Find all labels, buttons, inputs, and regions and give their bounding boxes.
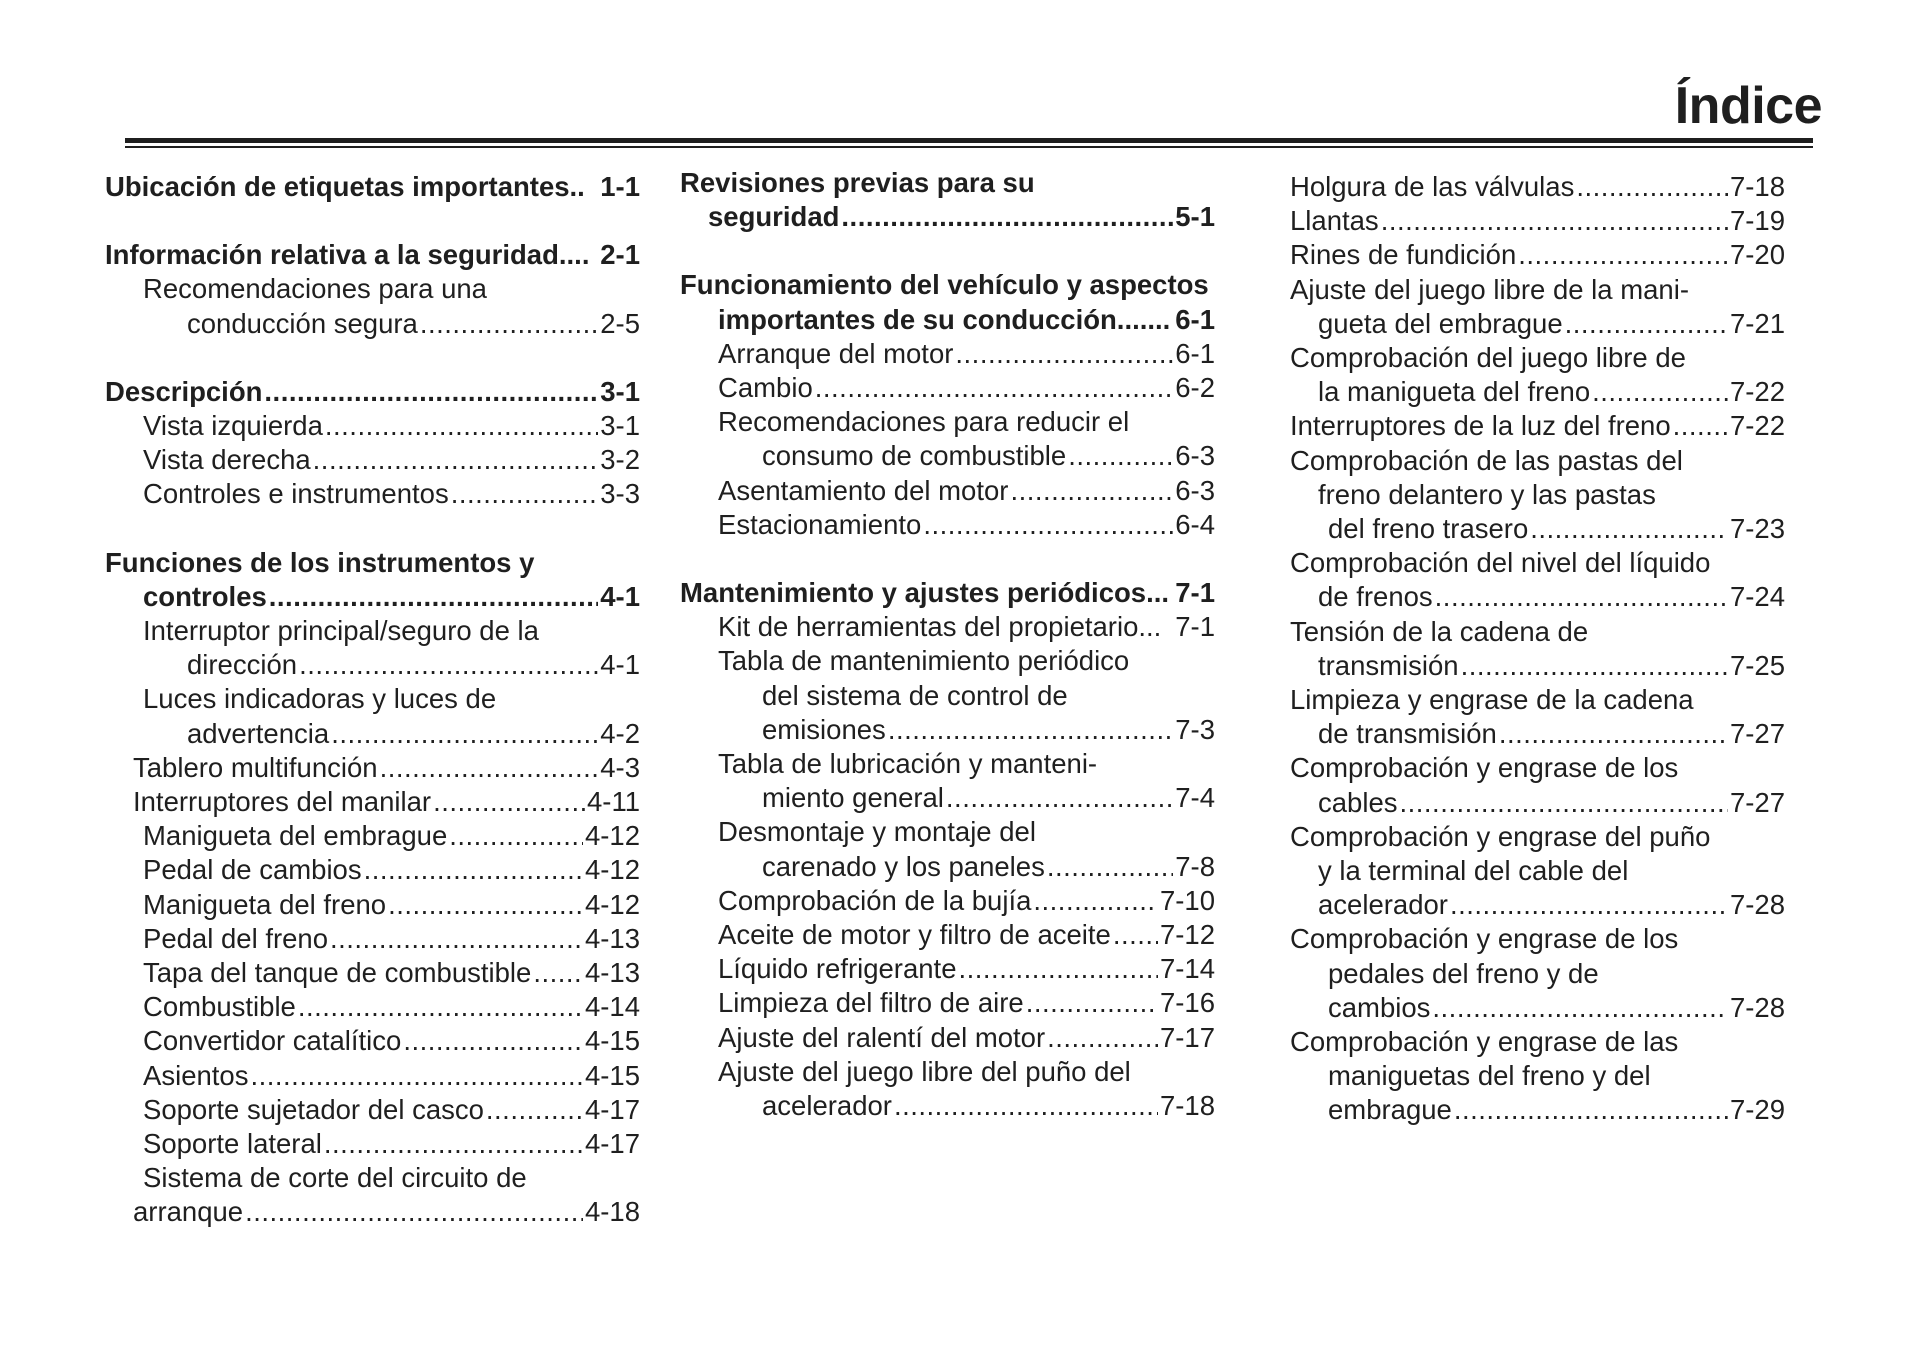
toc-entry-page: 6-1	[1175, 303, 1215, 335]
toc-entry-title: transmisión	[1318, 649, 1459, 681]
toc-group	[680, 576, 1215, 1123]
toc-entry	[105, 1024, 640, 1058]
toc-entry	[105, 238, 640, 272]
dot-leader	[380, 751, 599, 785]
toc-column-3	[1290, 170, 1785, 1162]
toc-entry-title: Llantas	[1290, 205, 1379, 237]
toc-entry	[1290, 409, 1785, 443]
toc-entry-page: 1-1	[600, 171, 640, 202]
toc-entry	[1290, 1093, 1785, 1127]
toc-entry	[1290, 786, 1785, 820]
toc-entry-title: consumo de combustible	[762, 440, 1067, 472]
dot-leader	[269, 580, 598, 614]
toc-entry-title: Desmontaje y montaje del	[718, 816, 1036, 848]
toc-entry	[1290, 888, 1785, 922]
dot-leader	[1454, 1093, 1728, 1127]
dot-leader	[1047, 1021, 1158, 1055]
toc-entry	[1290, 580, 1785, 614]
toc-entry	[105, 819, 640, 853]
toc-entry-title: Información relativa a la seguridad....	[105, 239, 590, 271]
toc-entry-page: 4-3	[600, 751, 640, 783]
dot-leader	[486, 1093, 583, 1127]
toc-entry	[680, 952, 1215, 986]
toc-entry-title: Interruptores del manilar	[133, 786, 432, 818]
dot-leader	[894, 1089, 1158, 1123]
toc-entry-title: Controles e instrumentos	[143, 478, 449, 510]
toc-entry-page: 4-1	[600, 580, 640, 612]
toc-entry	[680, 337, 1215, 371]
toc-entry-page: 3-1	[600, 410, 640, 442]
dot-leader	[1435, 580, 1728, 614]
toc-entry-page: 7-12	[1159, 919, 1215, 951]
dot-leader	[1592, 375, 1728, 409]
toc-entry-page: 7-19	[1729, 205, 1785, 237]
dot-leader	[533, 956, 583, 990]
toc-entry	[680, 679, 1215, 713]
page-title: Índice	[1674, 77, 1822, 135]
toc-entry-title: Recomendaciones para reducir el	[718, 406, 1130, 438]
toc-entry-title: y la terminal del cable del	[1318, 855, 1629, 887]
toc-entry	[105, 307, 640, 341]
dot-leader	[1010, 474, 1173, 508]
toc-entry	[1290, 1025, 1785, 1059]
toc-entry-title: Revisiones previas para su	[680, 167, 1035, 198]
dot-leader	[449, 819, 583, 853]
toc-entry-title: Limpieza del filtro de aire	[718, 987, 1024, 1019]
toc-entry-page: 7-24	[1729, 581, 1785, 613]
toc-entry-title: Comprobación y engrase del puño	[1290, 820, 1711, 852]
toc-entry-title: importantes de su conducción.......	[718, 303, 1171, 335]
dot-leader	[1381, 204, 1728, 238]
toc-entry	[680, 268, 1215, 302]
toc-entry-page: 7-28	[1729, 991, 1785, 1023]
dot-leader	[1047, 850, 1173, 884]
toc-entry	[1290, 854, 1785, 888]
toc-entry-title: Comprobación y engrase de las	[1290, 1026, 1679, 1058]
toc-entry-title: Soporte sujetador del casco	[143, 1093, 484, 1125]
toc-entry-title: Descripción	[105, 375, 263, 407]
dot-leader	[403, 1024, 583, 1058]
toc-entry	[1290, 512, 1785, 546]
toc-entry-title: Sistema de corte del circuito de	[143, 1162, 527, 1194]
dot-leader	[1400, 786, 1728, 820]
toc-entry-title: Convertidor catalítico	[143, 1025, 402, 1057]
dot-leader	[946, 781, 1173, 815]
toc-entry	[1290, 615, 1785, 649]
toc-entry-page: 6-3	[1175, 440, 1215, 472]
toc-entry-title: Pedal del freno	[143, 922, 328, 954]
toc-entry-page: 6-3	[1175, 474, 1215, 506]
toc-entry	[680, 986, 1215, 1020]
dot-leader	[324, 1127, 583, 1161]
toc-entry-page: 4-18	[584, 1196, 640, 1228]
header-rule-thin	[125, 146, 1813, 148]
toc-entry-title: Comprobación y engrase de los	[1290, 752, 1679, 784]
toc-group	[105, 546, 640, 1230]
toc-entry	[1290, 238, 1785, 272]
toc-entry-title: Soporte lateral	[143, 1128, 322, 1160]
toc-column-1	[105, 170, 640, 1264]
toc-group	[680, 268, 1215, 542]
toc-entry	[1290, 478, 1785, 512]
toc-entry	[1290, 922, 1785, 956]
toc-entry	[105, 648, 640, 682]
dot-leader	[1576, 170, 1728, 204]
dot-leader	[1565, 307, 1728, 341]
toc-group	[105, 375, 640, 512]
toc-entry-title: Combustible	[143, 991, 296, 1023]
toc-entry	[680, 713, 1215, 747]
toc-entry-page: 7-14	[1159, 953, 1215, 985]
toc-entry	[1290, 273, 1785, 307]
dot-leader	[1068, 439, 1173, 473]
toc-entry-title: emisiones	[762, 713, 886, 745]
toc-entry	[680, 1021, 1215, 1055]
toc-entry-page: 7-22	[1729, 410, 1785, 442]
toc-entry-page: 6-4	[1175, 508, 1215, 540]
toc-entry-title: advertencia	[187, 717, 330, 749]
toc-entry	[105, 853, 640, 887]
toc-entry-page: 4-14	[584, 991, 640, 1023]
toc-entry-title: Manigueta del freno	[143, 888, 387, 920]
toc-entry-page: 7-1	[1175, 577, 1215, 609]
toc-entry-title: Estacionamiento	[718, 508, 922, 540]
dot-leader	[299, 648, 598, 682]
toc-entry	[105, 1127, 640, 1161]
header-rule-thick	[125, 138, 1813, 143]
toc-entry-page: 3-3	[600, 478, 640, 510]
toc-entry-page: 4-1	[600, 649, 640, 681]
toc-entry	[680, 918, 1215, 952]
toc-entry-title: Aceite de motor y filtro de aceite	[718, 919, 1111, 951]
toc-entry	[1290, 683, 1785, 717]
dot-leader	[331, 717, 598, 751]
toc-entry-title: seguridad	[708, 201, 840, 233]
toc-entry-page: 4-15	[584, 1025, 640, 1057]
toc-entry-page: 2-1	[600, 239, 640, 271]
toc-entry-title: Limpieza y engrase de la cadena	[1290, 684, 1694, 716]
toc-entry-page: 4-2	[600, 717, 640, 749]
toc-entry-title: Pedal de cambios	[143, 854, 362, 886]
toc-entry	[680, 303, 1215, 337]
toc-entry-title: Holgura de las válvulas	[1290, 171, 1575, 202]
toc-entry	[1290, 1059, 1785, 1093]
dot-leader	[1530, 512, 1728, 546]
toc-entry-title: Ajuste del juego libre de la mani-	[1290, 273, 1689, 305]
toc-entry-page: 7-28	[1729, 889, 1785, 921]
toc-entry-title: miento general	[762, 782, 944, 814]
toc-entry-title: arranque	[133, 1196, 244, 1228]
toc-entry-title: cables	[1318, 786, 1398, 818]
toc-entry-title: acelerador	[762, 1090, 892, 1122]
dot-leader	[1026, 986, 1158, 1020]
dot-leader	[1033, 884, 1158, 918]
toc-entry-title: la manigueta del freno	[1318, 376, 1591, 408]
toc-entry	[680, 781, 1215, 815]
toc-entry-title: conducción segura	[187, 307, 418, 339]
dot-leader	[325, 409, 598, 443]
toc-entry-page: 4-12	[584, 854, 640, 886]
toc-entry	[105, 614, 640, 648]
toc-entry	[105, 1161, 640, 1195]
toc-entry-page: 7-16	[1159, 987, 1215, 1019]
toc-entry-page: 4-15	[584, 1059, 640, 1091]
toc-entry-title: Kit de herramientas del propietario...	[718, 611, 1162, 643]
dot-leader	[264, 375, 598, 409]
toc-entry-title: Asentamiento del motor	[718, 474, 1009, 506]
toc-entry-title: de transmisión	[1318, 718, 1497, 750]
toc-entry-page: 4-13	[584, 922, 640, 954]
toc-group	[105, 238, 640, 341]
toc-entry	[1290, 957, 1785, 991]
toc-entry-page: 7-18	[1159, 1090, 1215, 1122]
dot-leader	[250, 1059, 582, 1093]
toc-entry	[1290, 649, 1785, 683]
toc-entry	[680, 166, 1215, 200]
toc-entry-title: Comprobación y engrase de los	[1290, 923, 1679, 955]
dot-leader	[298, 990, 583, 1024]
dot-leader	[420, 307, 598, 341]
toc-entry-page: 7-27	[1729, 718, 1785, 750]
toc-entry	[1290, 717, 1785, 751]
toc-entry	[1290, 307, 1785, 341]
toc-entry-title: dirección	[187, 649, 298, 681]
toc-entry-title: Funcionamiento del vehículo y aspectos	[680, 269, 1209, 301]
toc-entry-page: 7-25	[1729, 649, 1785, 681]
toc-entry	[680, 1055, 1215, 1089]
toc-entry-title: Funciones de los instrumentos y	[105, 546, 535, 578]
toc-entry-title: Ajuste del juego libre del puño del	[718, 1055, 1131, 1087]
toc-entry	[680, 405, 1215, 439]
toc-entry-page: 7-18	[1729, 171, 1785, 202]
toc-entry	[105, 375, 640, 409]
toc-entry-page: 6-2	[1175, 372, 1215, 404]
toc-entry	[105, 682, 640, 716]
toc-entry-page: 7-20	[1729, 239, 1785, 271]
toc-entry	[105, 272, 640, 306]
toc-entry-title: cambios	[1328, 991, 1431, 1023]
toc-entry-title: acelerador	[1318, 889, 1448, 921]
toc-entry	[1290, 751, 1785, 785]
toc-entry	[680, 850, 1215, 884]
toc-entry-page: 7-27	[1729, 786, 1785, 818]
dot-leader	[923, 508, 1173, 542]
toc-entry-title: gueta del embrague	[1318, 307, 1563, 339]
toc-entry	[680, 200, 1215, 234]
dot-leader	[313, 443, 599, 477]
toc-entry-title: Asientos	[143, 1059, 249, 1091]
toc-entry	[1290, 375, 1785, 409]
toc-entry	[680, 576, 1215, 610]
toc-entry-title: Comprobación del juego libre de	[1290, 342, 1686, 374]
dot-leader	[245, 1195, 583, 1229]
toc-entry-title: carenado y los paneles	[762, 850, 1045, 882]
toc-entry-title: Rines de fundición	[1290, 239, 1517, 271]
dot-leader	[1113, 918, 1158, 952]
toc-entry-title: Tapa del tanque de combustible	[143, 957, 532, 989]
toc-entry	[105, 1093, 640, 1127]
toc-entry-page: 4-17	[584, 1093, 640, 1125]
dot-leader	[1518, 238, 1728, 272]
toc-entry-title: pedales del freno y de	[1328, 957, 1599, 989]
toc-group	[680, 166, 1215, 234]
toc-entry	[680, 815, 1215, 849]
toc-entry-title: del sistema de control de	[762, 679, 1068, 711]
toc-entry	[105, 785, 640, 819]
toc-entry	[105, 546, 640, 580]
toc-entry-page: 7-22	[1729, 376, 1785, 408]
dot-leader	[1673, 409, 1728, 443]
toc-entry-title: Mantenimiento y ajustes periódicos...	[680, 577, 1169, 609]
toc-entry	[1290, 546, 1785, 580]
dot-leader	[451, 477, 599, 511]
toc-entry-title: Vista izquierda	[143, 410, 323, 442]
toc-entry-title: Arranque del motor	[718, 337, 954, 369]
toc-entry-title: del freno trasero	[1328, 513, 1529, 545]
toc-entry	[680, 508, 1215, 542]
toc-entry-title: Tablero multifunción	[133, 751, 378, 783]
toc-entry	[105, 1195, 640, 1229]
toc-entry	[1290, 991, 1785, 1025]
toc-entry-title: Vista derecha	[143, 444, 311, 476]
dot-leader	[330, 922, 583, 956]
toc-entry	[105, 443, 640, 477]
toc-entry-title: controles	[143, 580, 267, 612]
toc-entry	[680, 884, 1215, 918]
toc-entry-title: maniguetas del freno y del	[1328, 1060, 1651, 1092]
toc-entry	[1290, 820, 1785, 854]
toc-entry-title: Comprobación del nivel del líquido	[1290, 547, 1711, 579]
toc-entry	[105, 956, 640, 990]
toc-entry	[680, 439, 1215, 473]
dot-leader	[1450, 888, 1728, 922]
toc-entry-page: 5-1	[1175, 201, 1215, 233]
toc-entry-page: 4-17	[584, 1128, 640, 1160]
toc-entry-page: 3-1	[600, 375, 640, 407]
dot-leader	[364, 853, 583, 887]
toc-entry	[105, 580, 640, 614]
toc-entry	[680, 747, 1215, 781]
toc-entry-title: Ajuste del ralentí del motor	[718, 1021, 1046, 1053]
toc-entry	[1290, 204, 1785, 238]
dot-leader	[433, 785, 585, 819]
toc-entry	[105, 990, 640, 1024]
toc-group	[105, 170, 640, 204]
toc-entry	[680, 1089, 1215, 1123]
toc-entry-title: Cambio	[718, 372, 813, 404]
toc-entry-title: Líquido refrigerante	[718, 953, 957, 985]
toc-entry-page: 7-3	[1175, 713, 1215, 745]
dot-leader	[959, 952, 1158, 986]
dot-leader	[1461, 649, 1728, 683]
toc-entry	[105, 751, 640, 785]
toc-entry	[680, 474, 1215, 508]
toc-entry-page: 6-1	[1175, 337, 1215, 369]
toc-entry	[680, 371, 1215, 405]
toc-entry-page: 7-4	[1175, 782, 1215, 814]
toc-entry-title: Comprobación de las pastas del	[1290, 444, 1683, 476]
toc-entry-page: 4-11	[587, 786, 640, 818]
toc-entry-title: Interruptor principal/seguro de la	[143, 615, 539, 647]
toc-entry-page: 7-21	[1729, 307, 1785, 339]
toc-entry-page: 7-17	[1159, 1021, 1215, 1053]
toc-entry-title: Tabla de lubricación y manteni-	[718, 748, 1098, 780]
toc-entry-title: Tabla de mantenimiento periódico	[718, 645, 1130, 677]
dot-leader	[955, 337, 1173, 371]
dot-leader	[1499, 717, 1728, 751]
toc-group	[1290, 170, 1785, 1128]
toc-entry-page: 4-13	[584, 957, 640, 989]
toc-entry	[105, 477, 640, 511]
toc-entry-title: freno delantero y las pastas	[1318, 478, 1656, 510]
toc-entry	[105, 1059, 640, 1093]
toc-entry-title: Recomendaciones para una	[143, 273, 487, 305]
toc-entry-title: embrague	[1328, 1094, 1452, 1126]
dot-leader	[388, 888, 583, 922]
toc-entry	[1290, 444, 1785, 478]
toc-entry-page: 4-12	[584, 820, 640, 852]
dot-leader	[815, 371, 1173, 405]
dot-leader	[888, 713, 1173, 747]
toc-entry-title: Luces indicadoras y luces de	[143, 683, 497, 715]
toc-entry	[105, 922, 640, 956]
toc-entry-title: Ubicación de etiquetas importantes..	[105, 171, 585, 202]
toc-entry-title: Interruptores de la luz del freno	[1290, 410, 1671, 442]
toc-entry-page: 3-2	[600, 444, 640, 476]
toc-entry	[105, 717, 640, 751]
toc-entry-page: 7-10	[1159, 884, 1215, 916]
toc-entry	[105, 888, 640, 922]
toc-entry-page: 7-1	[1175, 611, 1215, 643]
toc-entry-page: 7-29	[1729, 1094, 1785, 1126]
toc-column-2	[680, 166, 1215, 1157]
toc-entry-page: 7-8	[1175, 850, 1215, 882]
dot-leader	[841, 200, 1173, 234]
toc-entry-page: 7-23	[1729, 513, 1785, 545]
toc-entry-title: Tensión de la cadena de	[1290, 615, 1589, 647]
toc-entry	[680, 644, 1215, 678]
toc-entry-page: 4-12	[584, 888, 640, 920]
toc-entry-title: de frenos	[1318, 581, 1433, 613]
toc-entry	[105, 409, 640, 443]
toc-entry-title: Comprobación de la bujía	[718, 884, 1032, 916]
toc-entry-title: Manigueta del embrague	[143, 820, 448, 852]
toc-entry	[105, 170, 640, 204]
toc-entry	[1290, 170, 1785, 204]
toc-entry	[1290, 341, 1785, 375]
toc-entry	[680, 610, 1215, 644]
dot-leader	[1432, 991, 1728, 1025]
toc-entry-page: 2-5	[600, 307, 640, 339]
